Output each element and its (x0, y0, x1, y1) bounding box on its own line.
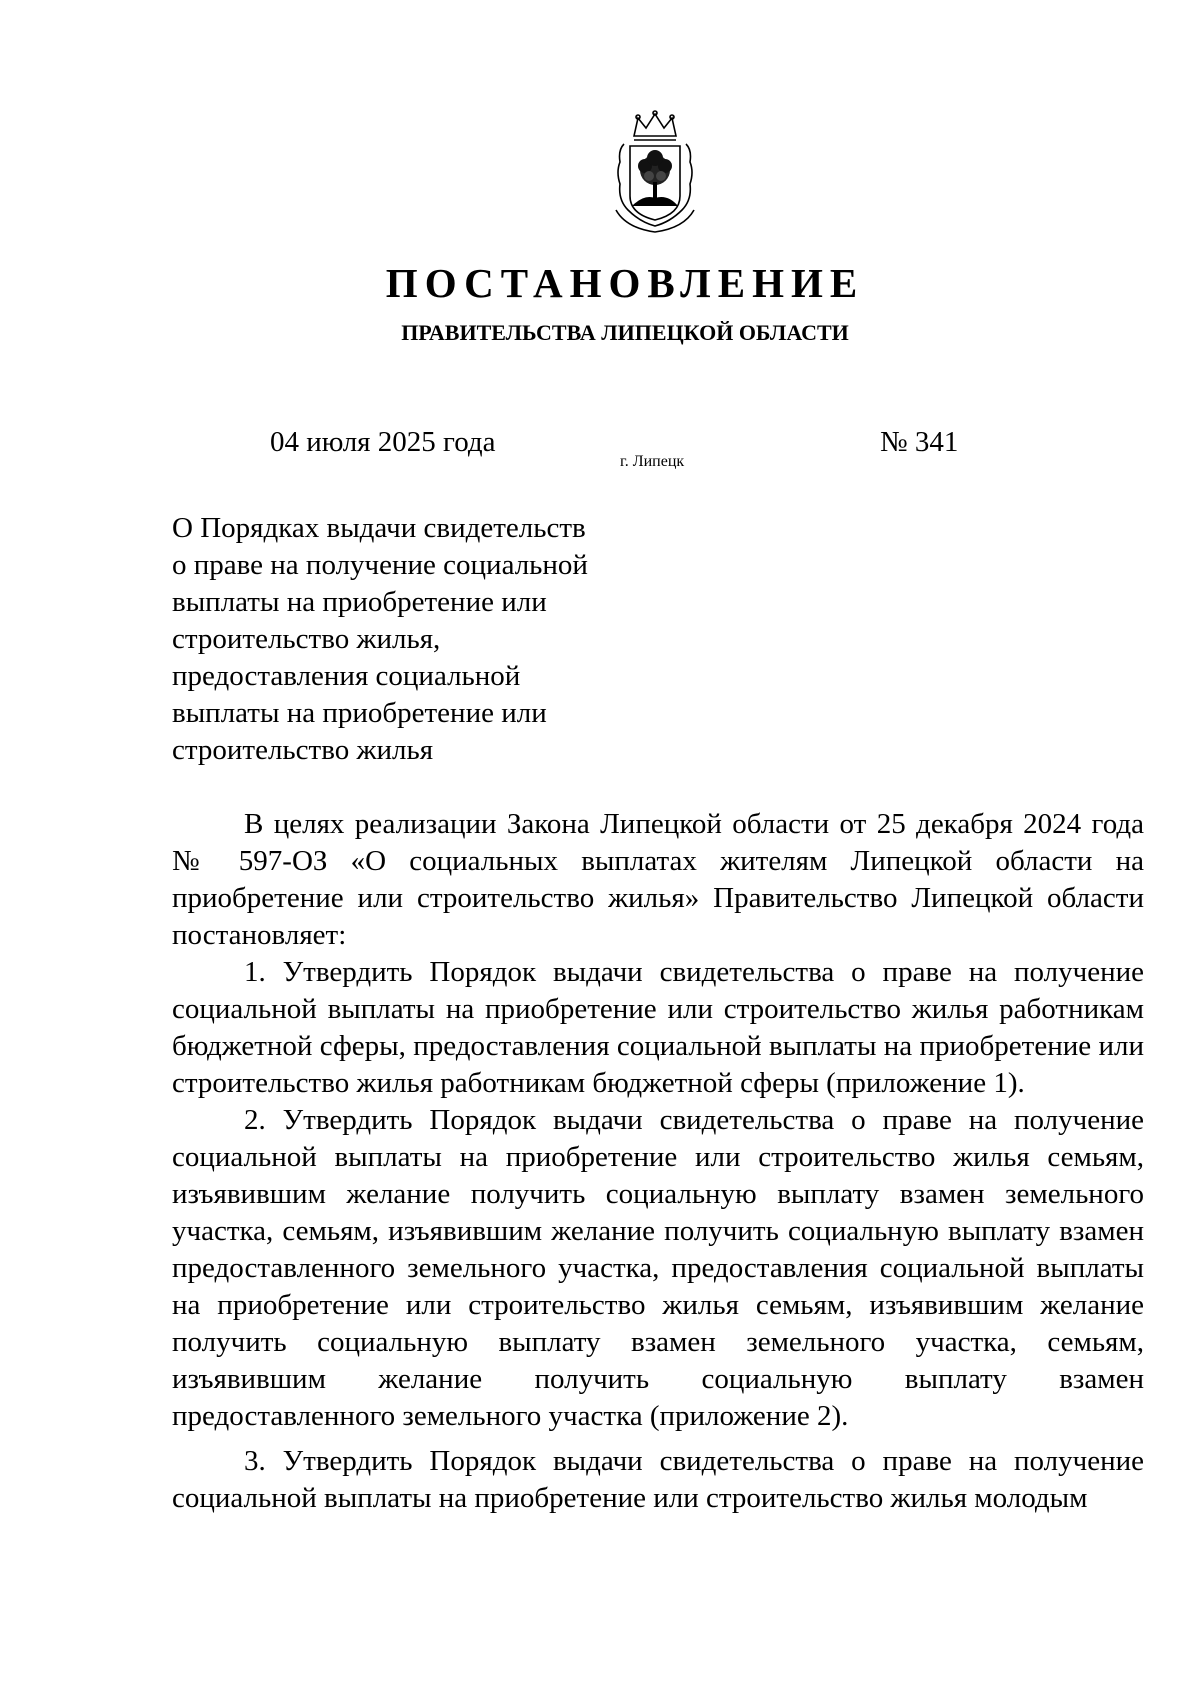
document-subject (172, 510, 612, 769)
item-3-paragraph: 3. Утвердить Порядок выдачи свидетельства о праве на получение социальной выплаты на приобретение или строительство жилья молодым (172, 1445, 1144, 1514)
issuing-authority: ПРАВИТЕЛЬСТВА ЛИПЕЦКОЙ ОБЛАСТИ (401, 320, 849, 345)
subject-line: строительство жилья (172, 734, 434, 766)
item-2-paragraph: 2. Утвердить Порядок выдачи свидетельства о праве на получение социальной выплаты на приобретение или строительство жилья семьям, изъявившим желание получить социальную выплату взамен земельного участка, семьям, изъявившим желание получить социальную выплату взамен предоставленного земельного участка, предоставления социальной выплаты на приобретение или строительство жилья семьям, изъявившим желание получить социальную выплату взамен земельного участка, семьям, изъявившим желание получить социальную выплату взамен предоставленного земельного участка (приложение 2). (172, 1104, 1144, 1432)
preamble-paragraph: В целях реализации Закона Липецкой области от 25 декабря 2024 года № 597-ОЗ «О социальных выплатах жителям Липецкой области на приобретение или строительство жилья» Правительство Липецкой области постановляет: (172, 808, 1144, 951)
subject-line: выплаты на приобретение или (172, 586, 547, 618)
subject-line: О Порядках выдачи свидетельств (172, 512, 586, 544)
document-title: ПОСТАНОВЛЕНИЕ (385, 260, 865, 306)
lipetsk-oblast-coat-of-arms-icon (612, 110, 698, 234)
document-body (172, 806, 1144, 1517)
document-city: г. Липецк (620, 453, 685, 470)
item-1-paragraph: 1. Утвердить Порядок выдачи свидетельства о праве на получение социальной выплаты на приобретение или строительство жилья работникам бюджетной сферы, предоставления социальной выплаты на приобретение или строительство жилья работникам бюджетной сферы (приложение 1). (172, 956, 1144, 1099)
subject-line: предоставления социальной (172, 660, 521, 692)
subject-line: о праве на получение социальной (172, 549, 588, 581)
subject-line: выплаты на приобретение или (172, 697, 547, 729)
document-number: № 341 (880, 426, 959, 458)
subject-line: строительство жилья, (172, 623, 441, 655)
document-date: 04 июля 2025 года (270, 426, 496, 458)
